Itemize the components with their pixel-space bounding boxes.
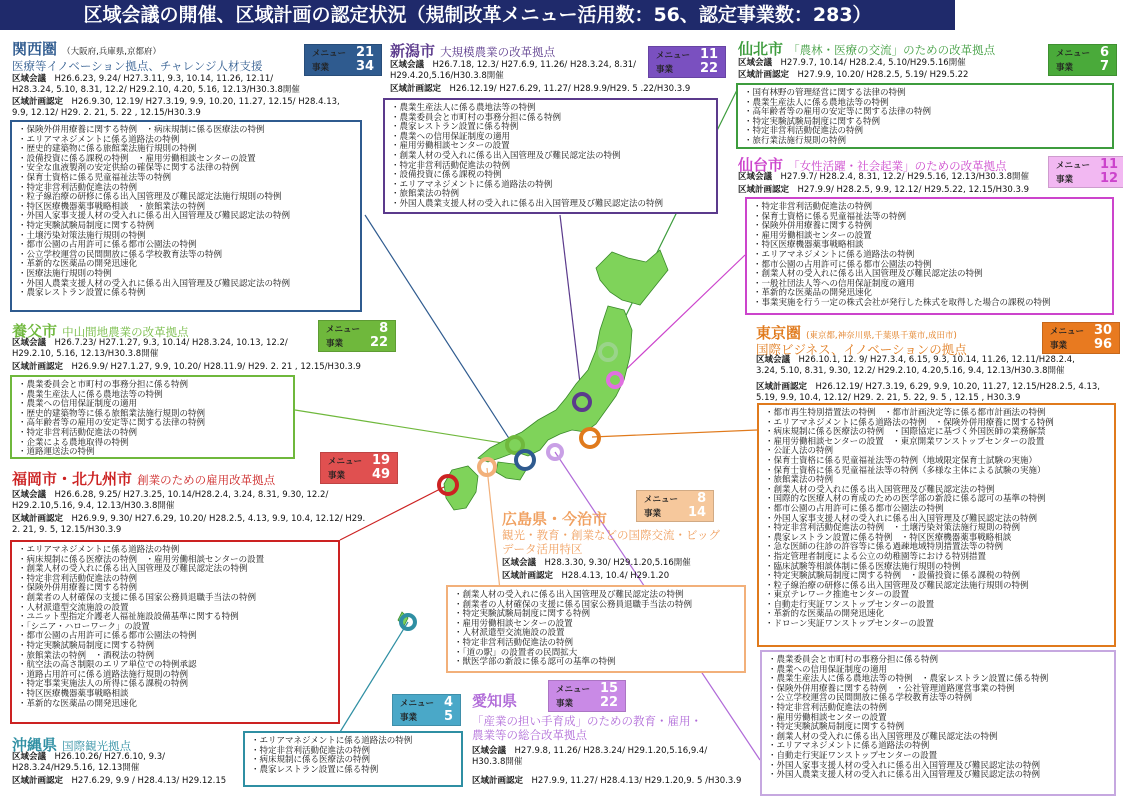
list-item: ・ 公証人法の特例 [765,447,1108,457]
list-item: ・ 病床規制に係る医療法の特例 [251,756,455,766]
list-item: ・ エリアマネジメントに係る道路法の特例 [753,251,1106,261]
list-item: ・ 創業人材の受入れに係る出入国管理及び難民認定法の特例 [18,565,332,575]
badge-aichi: メニュー 15 事業 22 [548,680,626,712]
list-item: ・ 粒子線治療の研修に係る出入国管理及び難民認定法施行規則の特例 [765,582,1108,592]
badge-hiroshima: メニュー 8 事業 14 [636,490,714,522]
list-item: ・ 公立学校運営の民間開放に係る学校教育法等の特例 [18,251,354,261]
plan-yabu: 区域計画認定 H26.9.9/ H27.1.27, 9.9, 10.20/ H28.11.9/ H29. 2. 21 , 12.15/H30.3.9 [12,362,361,372]
list-item: ・ 自動走行実証ワンストップセンターの設置 [768,752,1108,762]
list-item: ・ 特区医療機器薬事戦略相談 ・旅館業法の特例 [18,203,354,213]
list-item: ・ ドローン実証ワンストップセンターの設置 [765,620,1108,630]
meetings-sendai: 区域会議 H27.9.7/ H28.2.4, 8.31, 12.2/ H29.5.16, 12.13/H30.3.8開催 [738,172,1030,182]
badge-sendai: メニュー 11 事業 12 [1048,156,1123,188]
list-item: ・ 特定実験試験局制度に関する特例 ・設備投資に係る課税の特例 [765,572,1108,582]
list-item: ・ 外国人農業支援人材の受入れに係る出入国管理及び難民認定法の特例 [18,280,354,290]
list-item: ・ 設備投資に係る課税の特例 ・雇用労働相談センターの設置 [18,155,354,165]
list-item: ・ 保育士資格に係る児童福祉法等の特例（多様な主体による試験の実施） [765,467,1108,477]
list-item: ・ 創業人材の受入れに係る出入国管理及び難民認定法の特例 [765,486,1108,496]
list-item: ・ 人材派遣型交流施設の設置 [18,604,332,614]
list-item: ・ 保育士資格に係る児童福祉法等の特例（地域限定保育士試験の実施） [765,457,1108,467]
list-item: ・ エリアマネジメントに係る道路法の特例 [768,742,1108,752]
list-item: ・ 農業への信用保証制度の適用 [768,666,1108,676]
list-item: ・ 急な医師の往診の許容等に係る過疎地域特別措置法等の特例 [765,543,1108,553]
list-item: ・ 都市再生特別措置法の特例 ・都市計画決定等に係る都市計画法の特例 [765,409,1108,419]
badge-niigata: メニュー 11 事業 22 [648,46,726,78]
list-item: ・ 都市公園の占用許可に係る都市公園法の特例 [765,505,1108,515]
plan-sendai: 区域計画認定 H27.9.9/ H28.2.5, 9.9, 12.12/ H29.5.22, 12.15/H30.3.9 [738,185,1030,195]
list-item: ・ 農業生産法人に係る農地法等の特例 [744,99,1106,109]
list-item: ・ エリアマネジメントに係る道路法の特例 [251,737,455,747]
list-item: ・ 特定非営利活動促進法の特例 [18,184,354,194]
meetings-kansai: 区域会議 H26.6.23, 9.24/ H27.3.11, 9.3, 10.14, 11.26, 12.11/ H28.3.24, 5.10, 8.31, 12.2/ H29.2.10, 4.20, 5.16, 12.13/H30.3.8開催 [12,74,300,95]
list-item: ・ 特区医療機器薬事戦略相談 [18,690,332,700]
list-item: ・ 道路占用許可に係る道路法施行規則の特例 [18,671,332,681]
region-ring-marker-icon [479,459,495,475]
list-item: ・ 外国人家事支援人材の受入れに係る出入国管理及び難民認定法の特例 [768,762,1108,772]
list-item: ・ エリアマネジメントに係る道路法の特例 [391,181,710,191]
region-ring-marker-icon [574,394,590,410]
list-item: ・ 農業生産法人に係る農地法等の特例 ・農家レストラン設置に係る特例 [768,675,1108,685]
list-item: ・ 一般社団法人等への信用保証制度の適用 [753,280,1106,290]
list-item: ・ 道路運送法の特例 [18,448,287,458]
badge-senboku: メニュー 6 事業 7 [1048,44,1117,76]
list-item: ・ 特定実験試験局制度に関する特例 [744,118,1106,128]
region-name: 関西圏 [12,40,58,58]
list-item: ・ 都市公園の占用許可に係る都市公園法の特例 [753,261,1106,271]
list-item: ・ エリアマネジメントに係る道路法の特例 ・保険外併用療養に関する特例 [765,419,1108,429]
plan-hiroshima: 区域計画認定 H28.4.13, 10.4/ H29.1.20 [502,571,670,581]
badge-fukuoka: メニュー 19 事業 49 [320,452,398,484]
list-item: ・ 旅館業法の特例 ・酒税法の特例 [18,652,332,662]
list-item: ・ 創業者の人材確保の支援に係る国家公務員退職手当法の特例 [18,594,332,604]
list-item: ・ 病床規制に係る医療法の特例 ・雇用労働相談センターの設置 [18,556,332,566]
list-item: ・ 土壌汚染対策法施行規則の特例 [18,232,354,242]
badge-kansai: メニュー 21 事業 34 [304,44,382,76]
meetings-fukuoka: 区域会議 H26.6.28, 9.25/ H27.3.25, 10.14/H28.2.4, 3.24, 8.31, 9.30, 12.2/ H29.2.10,5.16, 9.4, 12.13/H30.3.8開催 [12,490,329,511]
list-item: ・ 保険外併用療養に関する特例 [18,584,332,594]
list-item: ・ 保険外併用療養に関する特例 [753,222,1106,232]
list-item: ・ 特定実験試験局制度に関する特例 [768,723,1108,733]
list-item: ・ 外国人家事支援人材の受入れに係る出入国管理及び難民認定法の特例 [18,212,354,222]
list-item: ・ 革新的な医薬品の開発迅速化 [18,700,332,710]
region-header-senboku: 仙北市 「農林・医療の交流」のための改革拠点 [738,40,996,58]
list-item: ・ 雇用労働相談センターの設置 [391,142,710,152]
list-item: ・ 農業生産法人に係る農地法等の特例 [391,104,710,114]
plan-fukuoka: 区域計画認定 H26.9.9, 9.30/ H27.6.29, 10.20/ H28.2.5, 4.13, 9.9, 10.4, 12.12/ H29. 2. 21, 9. 5, 12.15/H30.3.9 [12,514,366,535]
list-item: ・ 特定非営利活動促進法の特例 [454,639,738,649]
list-item: ・ 安全な血液製剤の安定供給の確保等に関する法律の特例 [18,164,354,174]
list-item: ・ 「シニア・ハローワーク」の設置 [18,623,332,633]
region-header-sendai: 仙台市 「女性活躍・社会起業」のための改革拠点 [738,156,1007,174]
plan-kansai: 区域計画認定 H26.9.30, 12.19/ H27.3.19, 9.9, 10.20, 11.27, 12.15/ H28.4.13, 9.9, 12.12/ H29. 2. 21, 5. 22 , 12.15/H30.3.9 [12,97,340,118]
list-item: ・ 歴史的建築物に係る旅館業法施行規則の特例 [18,145,354,155]
region-name-aichi: 愛知県 [472,692,518,710]
list-item: ・ エリアマネジメントに係る道路法の特例 [18,546,332,556]
list-item: ・ 特定事業実施法人の所得に係る課税の特例 [18,680,332,690]
list-item: ・ 創業者の人材確保の支援に係る国家公務員退職手当法の特例 [454,601,738,611]
plan-niigata: 区域計画認定 H26.12.19/ H27.6.29, 11.27/ H28.9.9/H29. 5 .22/H30.3.9 [390,84,691,94]
list-item: ・ 農業生産法人に係る農地法等の特例 [18,391,287,401]
list-item: ・ 特定実験試験局制度に関する特例 [18,222,354,232]
list-item: ・ 企業による農地取得の特例 [18,439,287,449]
list-item: ・ 病床規制に係る医療法の特例 ・国際協定に基づく外国医師の業務解禁 [765,428,1108,438]
region-desc: 医療等イノベーション拠点、チャレンジ人材支援 [12,59,263,73]
list-item: ・ 東京テレワーク推進センターの設置 [765,591,1108,601]
region-ring-marker-icon [401,615,415,629]
meetings-senboku: 区域会議 H27.9.7, 10.14/ H28.2.4, 5.10/H29.5.16開催 [738,58,966,68]
list-item: ・ 特定非営利活動促進法の特例 ・土壌汚染対策法施行規則の特例 [765,524,1108,534]
list-item: ・ 創業人材の受入れに係る出入国管理及び難民認定法の特例 [454,591,738,601]
list-item: ・ 特区医療機器薬事戦略相談 [753,241,1106,251]
region-ring-marker-icon [581,429,599,447]
list-item: ・ 農家レストラン設置に係る特例 [391,123,710,133]
region-desc-hiroshima: 観光・教育・創業などの国際交流・ビッグデータ活用特区 [502,528,721,556]
meetings-okinawa: 区域会議 H26.10.26/ H27.6.10, 9.3/ H28.3.24/H29.5.16, 12.13開催 [12,752,165,773]
list-item: ・ 特定実験試験局制度に関する特例 [18,642,332,652]
list-item: ・ 高年齢者等の雇用の安定等に関する法律の特例 [744,108,1106,118]
region-ring-marker-icon [608,373,622,387]
list-item: ・ 革新的な医薬品の開発迅速化 [18,260,354,270]
list-item: ・ ユニット型指定介護老人福祉施設設備基準に関する特例 [18,613,332,623]
badge-tokyo: メニュー 30 事業 96 [1042,322,1120,354]
region-ring-marker-icon [548,445,562,459]
list-item: ・ 国有林野の管理経営に関する法律の特例 [744,89,1106,99]
page-title: 区域会議の開催、区域計画の認定状況（規制改革メニュー活用数：56、認定事業数：283） [0,0,955,30]
list-item: ・ 獣医学部の新設に係る認可の基準の特例 [454,658,738,668]
meetings-yabu: 区域会議 H26.7.23/ H27.1.27, 9.3, 10.14/ H28.3.24, 10.13, 12.2/ H29.2.10, 5.16, 12.13/H30.3.8開催 [12,338,288,359]
list-item: ・ 創業人材の受入れに係る出入国管理及び難民認定法の特例 [753,270,1106,280]
list-item: ・ 特定非営利活動促進法の特例 [18,575,332,585]
list-item: ・ 雇用労働相談センターの設置 [753,232,1106,242]
list-item: ・ 特定非営利活動促進法の特例 [251,747,455,757]
list-item: ・ 指定管理者制度による公立の幼稚園等における特別措置 [765,553,1108,563]
list-item: ・ 都市公園の占用許可に係る都市公園法の特例 [18,632,332,642]
list-item: ・ 創業人材の受入れに係る出入国管理及び難民認定法の特例 [768,733,1108,743]
list-item: ・ 事業実施を行う一定の株式会社が発行した株式を取得した場合の課税の特例 [753,299,1106,309]
list-item: ・ 粒子線治療の研修に係る出入国管理及び難民認定法施行規則の特例 [18,193,354,203]
meetings-hiroshima: 区域会議 H28.3.30, 9.30/ H29.1.20,5.16開催 [502,558,691,568]
list-item: ・ 自動走行実証ワンストップセンターの設置 [765,601,1108,611]
region-header-niigata: 新潟市 大規模農業の改革拠点 [390,42,556,60]
list-item: ・ 都市公園の占用許可に係る都市公園法の特例 [18,241,354,251]
list-item: ・ 旅行業法施行規則の特例 [744,137,1106,147]
plan-aichi: 区域計画認定 H27.9.9, 11.27/ H28.4.13/ H29.1.20,9. 5 /H30.3.9 [472,776,742,786]
list-item: ・ 特定非営利活動促進法の特例 [18,429,287,439]
plan-okinawa: 区域計画認定 H27.6.29, 9.9 / H28.4.13/ H29.12.15 [12,776,227,786]
badge-okinawa: メニュー 4 事業 5 [392,694,461,726]
list-item: ・ 保育士資格に係る児童福祉法等の特例 [18,174,354,184]
list-item: ・ 農業委員会と市町村の事務分担に係る特例 [768,656,1108,666]
list-item: ・ 農業委員会と市町村の事務分担に係る特例 [18,381,287,391]
list-item: ・ 外国人農業支援人材の受入れに係る出入国管理及び難民認定法の特例 [391,200,710,210]
region-sub: （大阪府,兵庫県,京都府） [62,47,162,57]
list-item: ・ 農家レストラン設置に係る特例 ・特区医療機器薬事戦略相談 [765,534,1108,544]
list-item: ・ 農業委員会と市町村の事務分担に係る特例 [391,114,710,124]
region-header-tokyo: 東京圏 (東京都,神奈川県,千葉県千葉市,成田市) [756,324,957,342]
list-item: ・ 人材派遣型交流施設の設置 [454,629,738,639]
list-item: ・ 公立学校運営の民間開放に係る学校教育法等の特例 [768,694,1108,704]
list-item: ・ 保険外併用療養に関する特例 ・公社管理道路運営事業の特例 [768,685,1108,695]
list-item: ・ 革新的な医薬品の開発迅速化 [753,289,1106,299]
list-item: ・ 設備投資に係る課税の特例 [391,171,710,181]
list-item: ・ 医療法施行規則の特例 [18,270,354,280]
region-desc-aichi: 「産業の担い手育成」のための教育・雇用・農業等の総合改革拠点 [472,714,702,742]
region-header-fukuoka: 福岡市・北九州市 創業のための雇用改革拠点 [12,470,276,488]
plan-senboku: 区域計画認定 H27.9.9, 10.20/ H28.2.5, 5.19/ H29.5.22 [738,70,969,80]
list-item: ・ 特定非営利活動促進法の特例 [768,704,1108,714]
list-item: ・ 農業への信用保証制度の適用 [18,400,287,410]
list-item: ・ 「道の駅」の設置者の民間拡大 [454,649,738,659]
list-item: ・ 創業人材の受入れに係る出入国管理及び難民認定法の特例 [391,152,710,162]
list-item: ・ 歴史的建築物等に係る旅館業法施行規則の特例 [18,410,287,420]
list-item: ・ 特定非営利活動促進法の特例 [753,203,1106,213]
plan-tokyo: 区域計画認定 H26.12.19/ H27.3.19, 6.29, 9.9, 10.20, 11.27, 12.15/H28.2.5, 4.13, 5.19, 9.9, 10.4, 12.12/ H29. 2. 21, 5. 22, 9. 5 , 12.15 , H30.3.9 [756,382,1100,403]
region-desc-tokyo: 国際ビジネス、イノベーションの拠点 [756,342,967,357]
list-item: ・ 雇用労働相談センターの設置 [454,620,738,630]
list-item: ・ 外国人農業支援人材の受入れに係る出入国管理及び難民認定法の特例 [768,771,1108,781]
list-item: ・ 特定実験試験局制度に関する特例 [454,610,738,620]
region-ring-marker-icon [439,476,457,494]
region-header-okinawa: 沖縄県 国際観光拠点 [12,736,132,754]
region-ring-marker-icon [600,344,616,360]
list-item: ・ 旅館業法の特例 [391,190,710,200]
region-header-yabu: 養父市 中山間地農業の改革拠点 [12,322,189,340]
list-item: ・ 高年齢者等の雇用の安定等に関する法律の特例 [18,419,287,429]
list-item: ・ エリアマネジメントに係る道路法の特例 [18,136,354,146]
meetings-aichi: 区域会議 H27.9.8, 11.26/ H28.3.24/ H29.1.20,5.16,9.4/ H30.3.8開催 [472,746,708,767]
list-item: ・ 外国人家事支援人材の受入れに係る出入国管理及び難民認定法の特例 [765,515,1108,525]
meetings-niigata: 区域会議 H26.7.18, 12.3/ H27.6.9, 11.26/ H28.3.24, 8.31/ H29.4.20,5.16/H30.3.8開催 [390,60,637,81]
list-item: ・ 雇用労働相談センターの設置 ・東京開業ワンストップセンターの設置 [765,438,1108,448]
region-name-hiroshima: 広島県・今治市 [502,510,608,528]
region-ring-marker-icon [516,451,534,469]
list-item: ・ 国際的な医療人材の育成のための医学部の新設に係る認可の基準の特例 [765,495,1108,505]
list-item: ・ 特定非営利活動促進法の特例 [744,127,1106,137]
list-item: ・ 革新的な医薬品の開発迅速化 [765,610,1108,620]
list-item: ・ 保険外併用療養に関する特例 ・病床規制に係る医療法の特例 [18,126,354,136]
list-item: ・ 雇用労働相談センターの設置 [768,714,1108,724]
list-item: ・ 農家レストラン設置に係る特例 [251,766,455,776]
meetings-tokyo: 区域会議 H26.10.1, 12. 9/ H27.3.4, 6.15, 9.3, 10.14, 11.26, 12.11/H28.2.4, 3.24, 5.10, 8.31, 9.30, 12.2/ H29.2.10, 4.20,5.16, 9.4, 12.13/H30.3.8開催 [756,355,1075,376]
list-item: ・ 臨床試験等相談体制に係る医療法施行規則の特例 [765,563,1108,573]
list-item: ・ 旅館業法の特例 [765,476,1108,486]
list-item: ・ 保育士資格に係る児童福祉法等の特例 [753,213,1106,223]
badge-yabu: メニュー 8 事業 22 [318,320,396,352]
list-item: ・ 農業への信用保証制度の適用 [391,133,710,143]
list-item: ・ 航空法の高さ制限のエリア単位での特例承認 [18,661,332,671]
list-item: ・ 特定非営利活動促進法の特例 [391,162,710,172]
list-item: ・ 農家レストラン設置に係る特例 [18,289,354,299]
